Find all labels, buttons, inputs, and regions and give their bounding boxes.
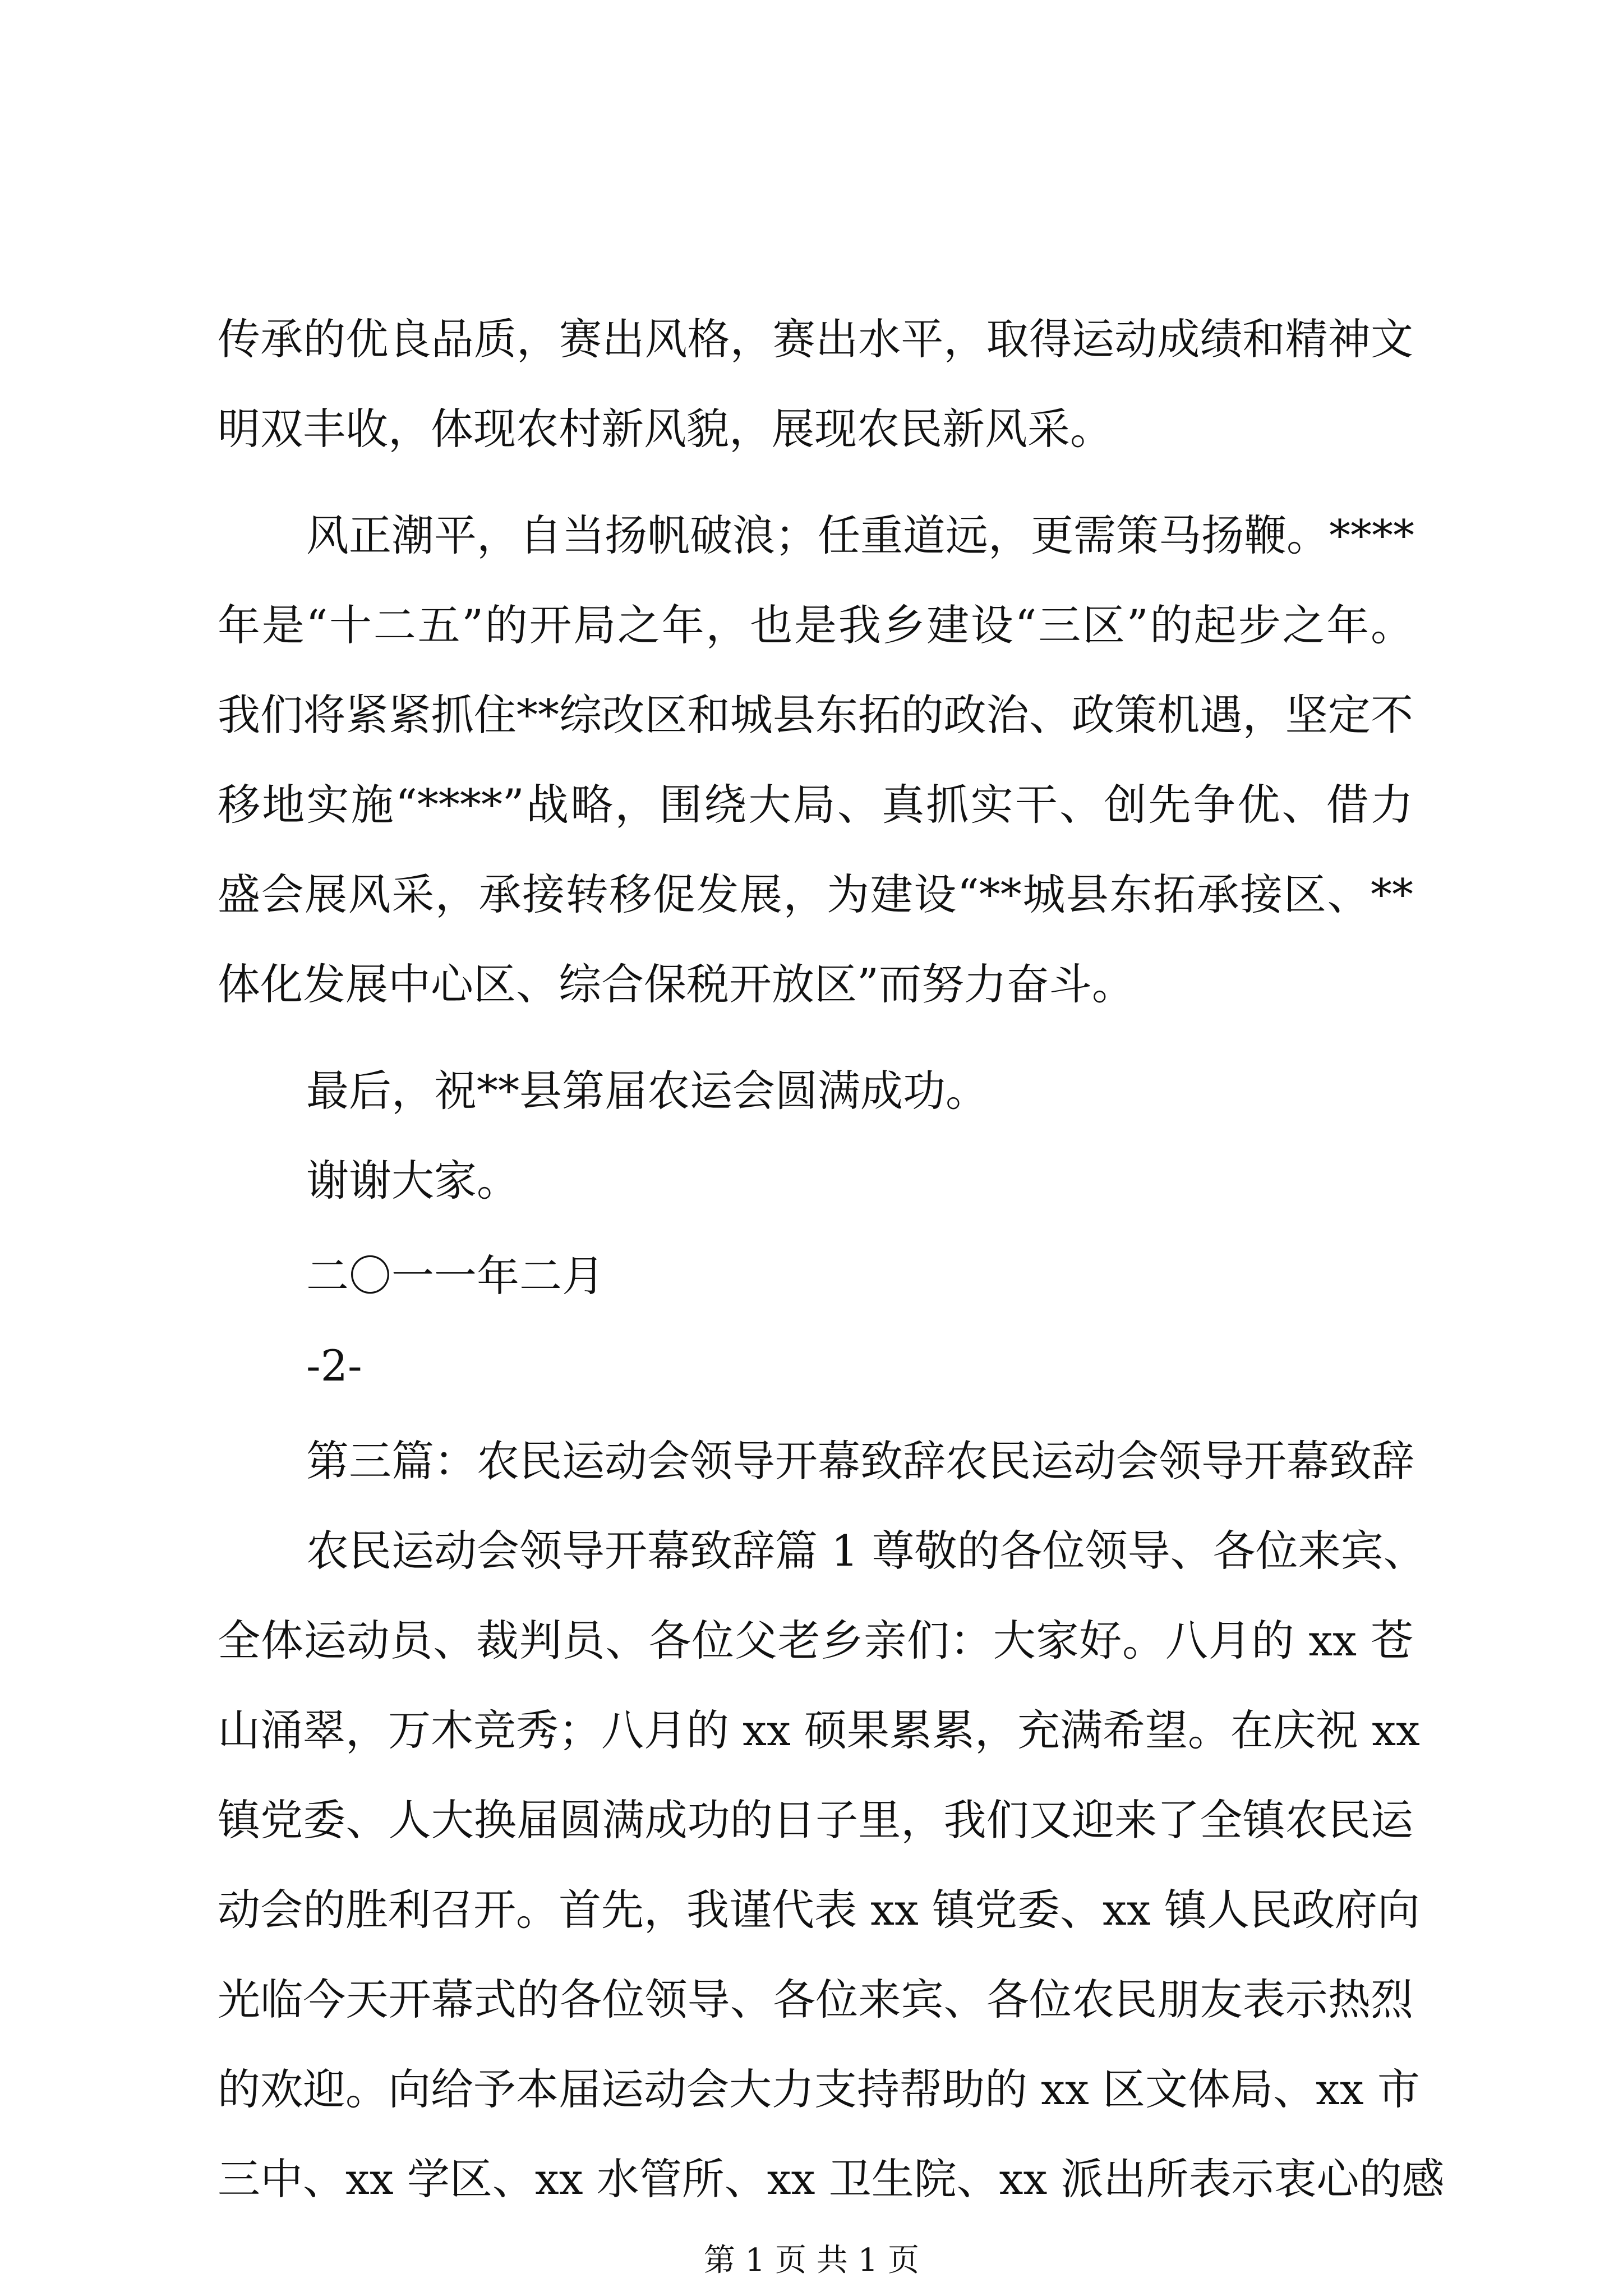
- line-text: 光临今天开幕式的各位领导、各位来宾、各位农民朋友表示热烈: [218, 1975, 1413, 2024]
- text-line: [0, 1509, 1623, 1593]
- line-text: -2-: [306, 1341, 362, 1391]
- text-line: [0, 387, 1623, 471]
- text-line: [0, 1778, 1623, 1862]
- text-line: [0, 1599, 1623, 1683]
- page-footer: 第 1 页 共 1 页: [703, 2242, 920, 2279]
- text-line: [0, 494, 1623, 578]
- line-text: 盛会展风采，承接转移促发展，为建设“**城县东拓承接区、**: [218, 869, 1413, 919]
- line-text: 体化发展中心区、综合保税开放区”而努力奋斗。: [218, 959, 1135, 1009]
- text-line: [0, 1958, 1623, 2042]
- line-text: 镇党委、人大换届圆满成功的日子里，我们又迎来了全镇农民运: [218, 1795, 1413, 1845]
- line-text: 年是“十二五”的开局之年，也是我乡建设“三区”的起步之年。: [218, 600, 1413, 650]
- text-line: [0, 1688, 1623, 1773]
- text-line: [0, 2047, 1623, 2132]
- text-line: [0, 1139, 1623, 1223]
- line-text: 农民运动会领导开幕致辞篇 1 尊敬的各位领导、各位来宾、: [306, 1526, 1426, 1576]
- line-text: 移地实施“****”战略，围绕大局、真抓实干、创先争优、借力: [218, 780, 1413, 830]
- line-text: 的欢迎。向给予本届运动会大力支持帮助的 xx 区文体局、xx 市: [218, 2064, 1420, 2114]
- line-text: 风正潮平，自当扬帆破浪；任重道远，更需策马扬鞭。****: [306, 510, 1414, 560]
- text-line: [0, 1234, 1623, 1318]
- line-text: 我们将紧紧抓住**综改区和城县东拓的政治、政策机遇，坚定不: [218, 690, 1413, 740]
- text-line: [0, 297, 1623, 381]
- text-line: [0, 583, 1623, 668]
- text-line: [0, 1868, 1623, 1952]
- text-line: [0, 942, 1623, 1027]
- line-text: 二〇一一年二月: [306, 1251, 605, 1301]
- line-text: 明双丰收，体现农村新风貌，展现农民新风采。: [218, 404, 1113, 454]
- text-line: [0, 763, 1623, 847]
- text-line: [0, 853, 1623, 937]
- line-text: 第三篇：农民运动会领导开幕致辞农民运动会领导开幕致辞: [306, 1436, 1414, 1486]
- text-line: [0, 1324, 1623, 1408]
- text-line: [0, 673, 1623, 757]
- text-line: [0, 1049, 1623, 1133]
- line-text: 传承的优良品质，赛出风格，赛出水平，取得运动成绩和精神文: [218, 314, 1413, 364]
- line-text: 最后，祝**县第届农运会圆满成功。: [306, 1066, 988, 1116]
- line-text: 三中、xx 学区、xx 水管所、xx 卫生院、xx 派出所表示衷心的感: [218, 2154, 1445, 2204]
- text-line: [0, 2137, 1623, 2221]
- line-text: 山涌翠，万木竞秀；八月的 xx 硕果累累，充满希望。在庆祝 xx: [218, 1705, 1420, 1755]
- line-text: 谢谢大家。: [306, 1156, 519, 1205]
- line-text: 动会的胜利召开。首先，我谨代表 xx 镇党委、xx 镇人民政府向: [218, 1885, 1420, 1935]
- section-heading: [0, 1419, 1623, 1503]
- line-text: 全体运动员、裁判员、各位父老乡亲们：大家好。八月的 xx 苍: [218, 1616, 1413, 1665]
